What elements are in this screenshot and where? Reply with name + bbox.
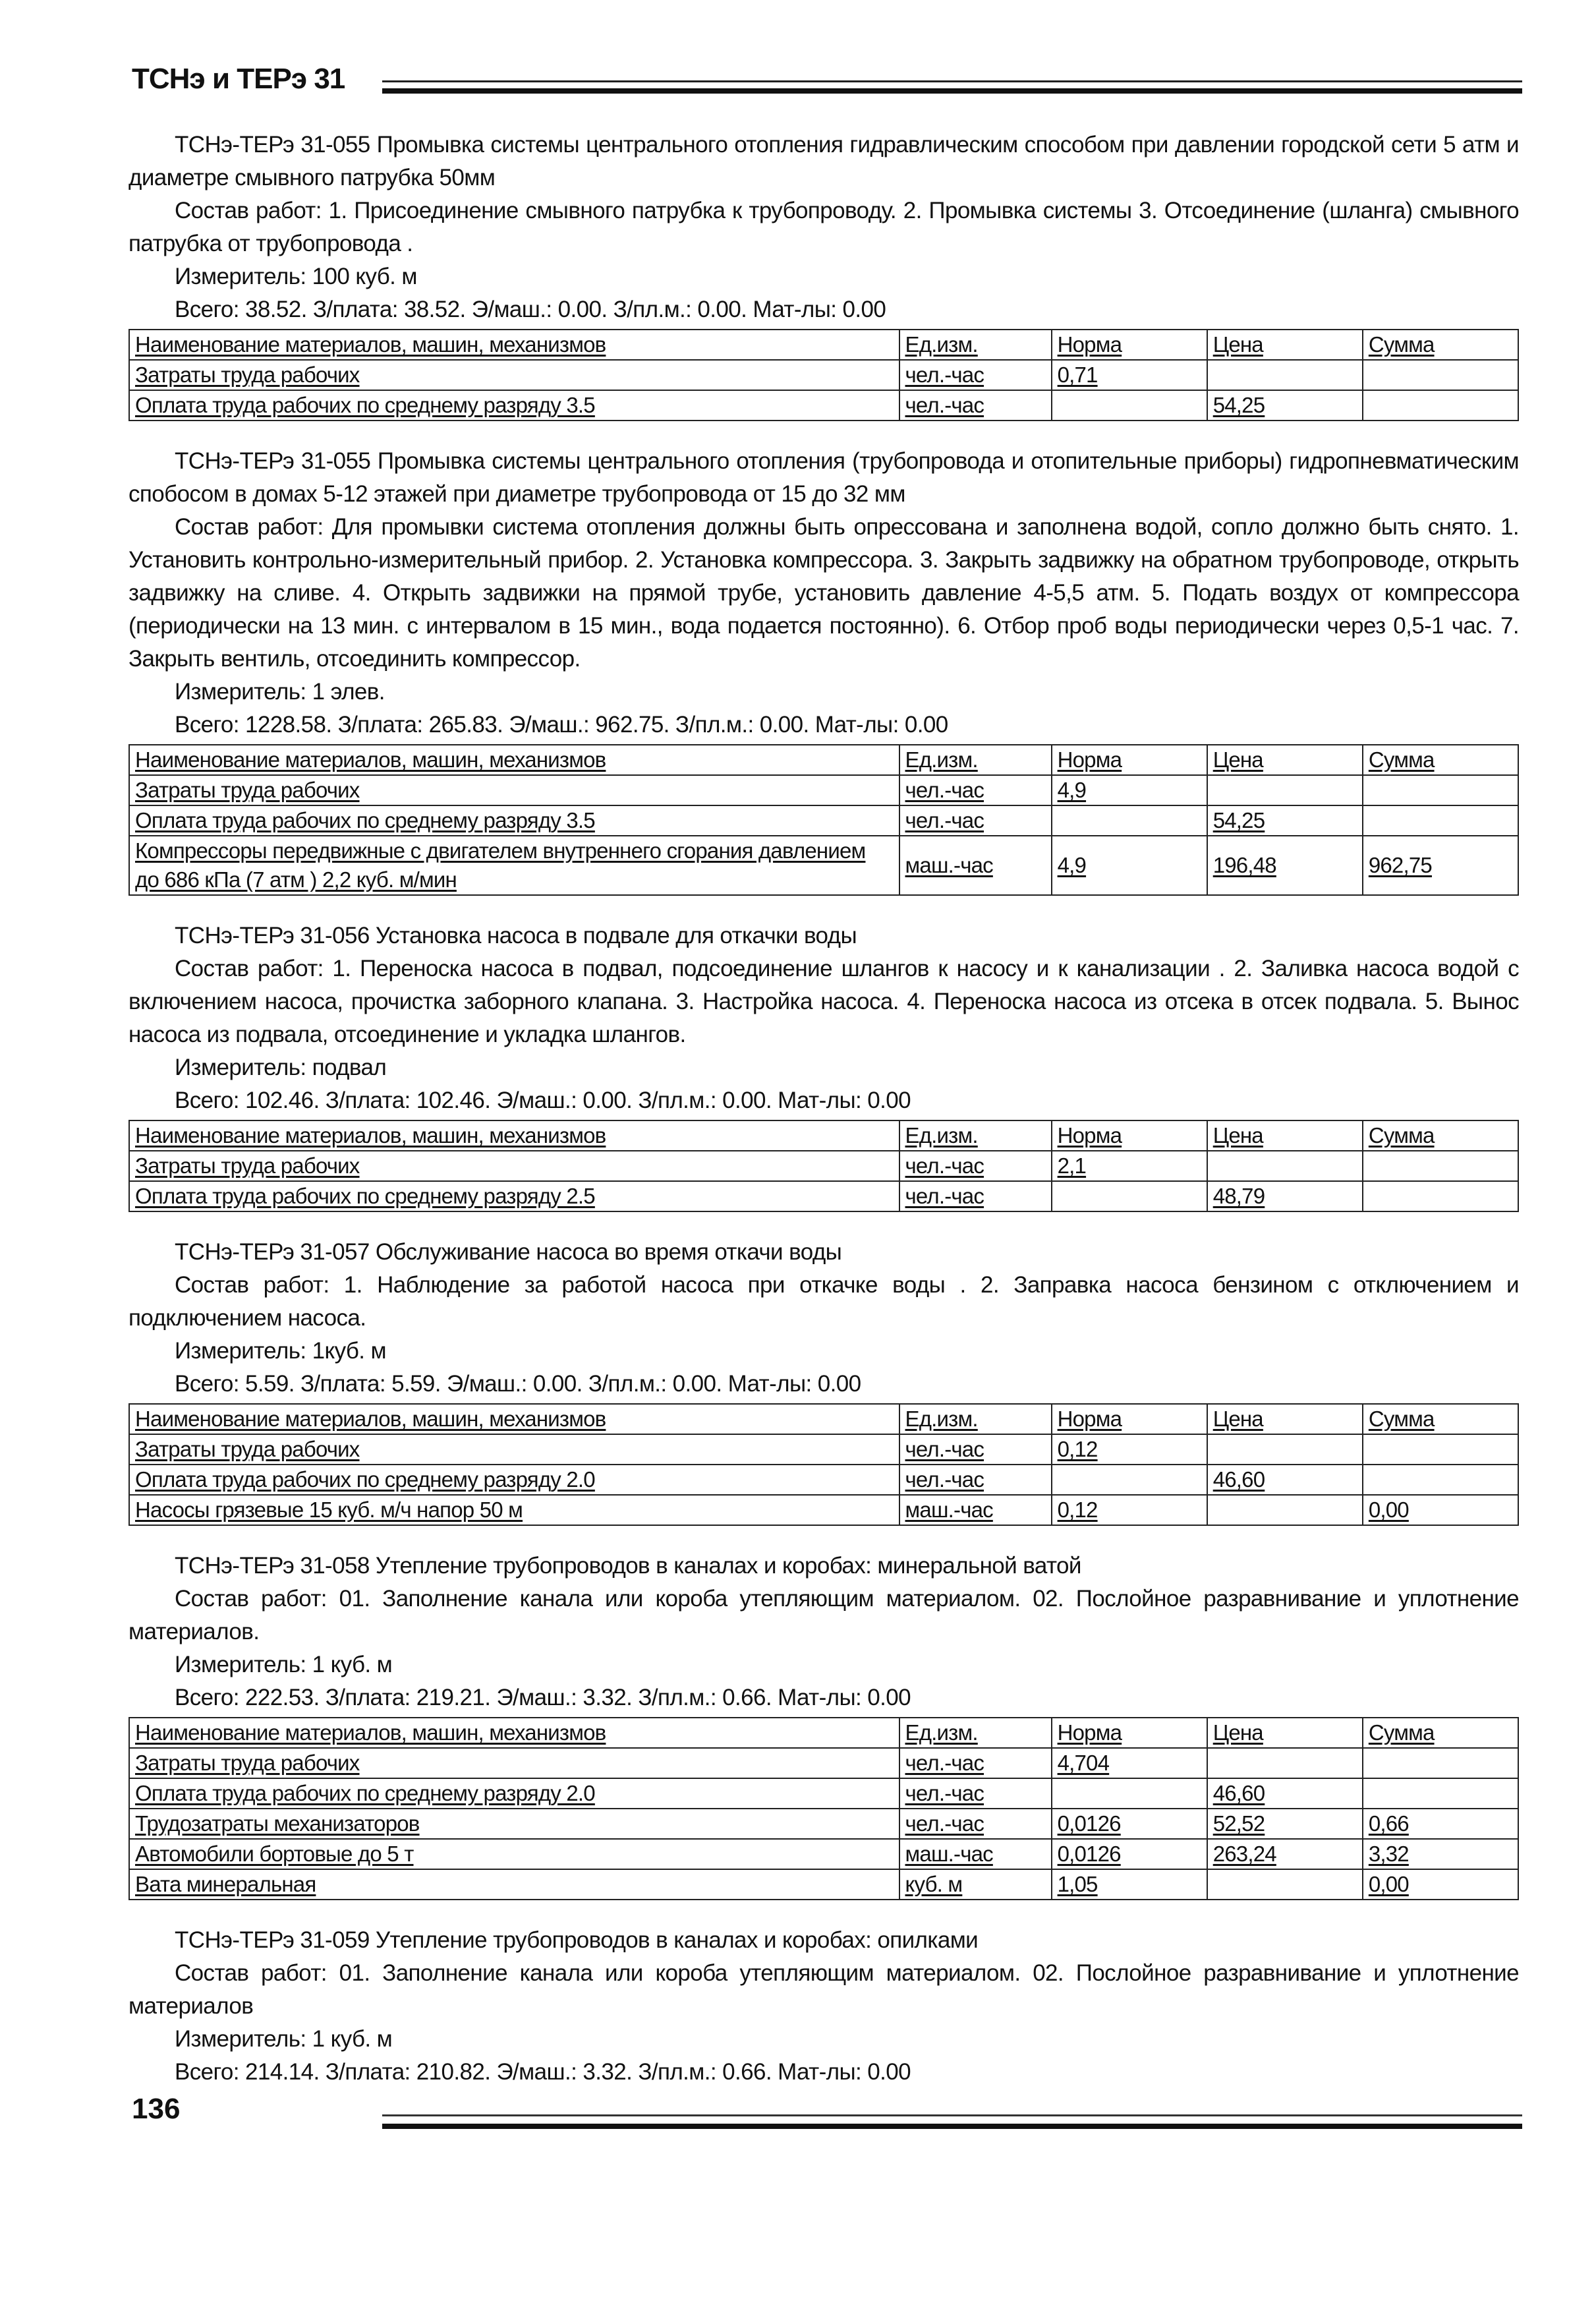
table-cell [1363,1748,1518,1778]
table-header-cell: Норма [1052,745,1207,775]
table-cell [1207,1869,1363,1900]
table-cell [1363,1151,1518,1181]
resources-table [128,329,1519,421]
table-cell: чел.-час [899,1181,1052,1211]
table-row [129,1151,1518,1181]
table-header-cell: Ед.изм. [899,330,1052,360]
work-description: Состав работ: 1. Присоединение смывного патрубка к трубопроводу. 2. Промывка системы 3. Отсоединение (шланга) смывного патрубка от трубопровода . [128,198,1519,256]
page-header [132,59,1522,105]
table-header-row [129,745,1518,775]
cost-totals: Всего: 102.46. З/плата: 102.46. Э/маш.: 0.00. З/пл.м.: 0.00. Мат-лы: 0.00 [175,1088,911,1113]
table-row [129,836,1518,895]
table-header-cell: Цена [1207,745,1363,775]
cost-totals: Всего: 1228.58. З/плата: 265.83. Э/маш.: 962.75. З/пл.м.: 0.00. Мат-лы: 0.00 [175,712,948,738]
table-cell: 0,66 [1363,1809,1518,1839]
table-row [129,1748,1518,1778]
resources-table [128,744,1519,896]
section-title: ТСНэ-ТЕРэ 31-055 Промывка системы центрального отопления гидравлическим способом при давлении городской сети 5 атм и диаметре смывного патрубка 50мм [128,132,1519,190]
table-cell: 0,00 [1363,1495,1518,1525]
table-header-cell: Цена [1207,1718,1363,1748]
table-cell: чел.-час [899,1434,1052,1465]
table-cell: чел.-час [899,1809,1052,1839]
table-cell: Автомобили бортовые до 5 т [129,1839,899,1869]
table-cell: Затраты труда рабочих [129,1151,899,1181]
table-cell: Оплата труда рабочих по среднему разряду 2.5 [129,1181,899,1211]
table-cell: 0,71 [1052,360,1207,390]
header-rule-thin [382,80,1522,82]
table-cell: 1,05 [1052,1869,1207,1900]
table-cell: Затраты труда рабочих [129,775,899,805]
table-header-cell: Сумма [1363,745,1518,775]
table-header-cell: Ед.изм. [899,1404,1052,1434]
page-footer [132,2089,1522,2142]
cost-totals: Всего: 214.14. З/плата: 210.82. Э/маш.: 3.32. З/пл.м.: 0.66. Мат-лы: 0.00 [175,2059,911,2085]
unit-of-measure: Измеритель: 1куб. м [175,1338,387,1364]
table-cell: 54,25 [1207,390,1363,421]
table-cell: чел.-час [899,805,1052,836]
table-header-cell: Наименование материалов, машин, механизмов [129,1404,899,1434]
cost-totals: Всего: 38.52. З/плата: 38.52. Э/маш.: 0.00. З/пл.м.: 0.00. Мат-лы: 0.00 [175,297,886,322]
section-title: ТСНэ-ТЕРэ 31-059 Утепление трубопроводов в каналах и коробах: опилками [175,1927,979,1953]
table-row [129,775,1518,805]
cost-totals: Всего: 5.59. З/плата: 5.59. Э/маш.: 0.00. З/пл.м.: 0.00. Мат-лы: 0.00 [175,1371,861,1397]
table-cell [1052,805,1207,836]
table-cell [1052,1465,1207,1495]
table-cell: 962,75 [1363,836,1518,895]
table-cell [1363,805,1518,836]
table-cell: Оплата труда рабочих по среднему разряду 3.5 [129,805,899,836]
section-title: ТСНэ-ТЕРэ 31-058 Утепление трубопроводов в каналах и коробах: минеральной ватой [175,1553,1081,1579]
table-cell: 4,9 [1052,836,1207,895]
table-cell: 54,25 [1207,805,1363,836]
table-cell [1363,1778,1518,1809]
table-header-cell: Цена [1207,1120,1363,1151]
table-cell: чел.-час [899,390,1052,421]
table-cell: 0,00 [1363,1869,1518,1900]
table-header-cell: Норма [1052,330,1207,360]
footer-rule-thin [382,2114,1522,2116]
work-description: Состав работ: 1. Переноска насоса в подвал, подсоединение шлангов к насосу и к канализации . 2. Заливка насоса водой с включением насоса, прочистка заборного клапана. 3. Настройка насоса. 4. Переноска насоса из отсека в отсек подвала. 5. Вынос насоса из подвала, отсоединение и укладка шлангов. [128,956,1519,1047]
table-cell [1207,360,1363,390]
rate-section [128,919,1519,1212]
table-cell: Вата минеральная [129,1869,899,1900]
table-header-cell: Наименование материалов, машин, механизмов [129,1120,899,1151]
table-cell: Оплата труда рабочих по среднему разряду 2.0 [129,1778,899,1809]
table-header-row [129,1718,1518,1748]
work-description: Состав работ: 1. Наблюдение за работой насоса при откачке воды . 2. Заправка насоса бензином с отключением и подключением насоса. [128,1272,1519,1331]
table-cell: Оплата труда рабочих по среднему разряду 2.0 [129,1465,899,1495]
resources-table [128,1120,1519,1212]
unit-of-measure: Измеритель: 1 куб. м [175,1652,393,1677]
table-header-cell: Сумма [1363,1404,1518,1434]
table-cell [1363,390,1518,421]
table-cell [1052,1181,1207,1211]
table-header-cell: Сумма [1363,1120,1518,1151]
table-cell: 263,24 [1207,1839,1363,1869]
table-cell: 0,12 [1052,1495,1207,1525]
table-header-cell: Сумма [1363,330,1518,360]
rate-section [128,1236,1519,1526]
unit-of-measure: Измеритель: 1 куб. м [175,2026,393,2052]
rate-section [128,445,1519,896]
table-cell: 0,12 [1052,1434,1207,1465]
rate-section [128,129,1519,421]
table-row [129,1495,1518,1525]
table-cell [1363,1465,1518,1495]
table-cell: Компрессоры передвижные с двигателем внутреннего сгорания давлением до 686 кПа (7 атм ) 2,2 куб. м/мин [129,836,899,895]
work-description: Состав работ: Для промывки система отопления должны быть опрессована и заполнена водой, сопло должно быть снято. 1. Установить контрольно-измерительный прибор. 2. Установка компрессора. 3. Закрыть задвижку на обратном трубопроводе, открыть задвижку на сливе. 4. Открыть задвижки на прямой трубе, установить давление 4-5,5 атм. 5. Подать воздух от компрессора (периодически на 13 мин. с интервалом в 15 мин., вода подается постоянно). 6. Отбор проб воды периодически через 0,5-1 час. 7. Закрыть вентиль, отсоединить компрессор. [128,514,1519,672]
table-cell: 3,32 [1363,1839,1518,1869]
table-row [129,805,1518,836]
section-title: ТСНэ-ТЕРэ 31-057 Обслуживание насоса во время откачи воды [175,1239,842,1265]
table-header-cell: Цена [1207,330,1363,360]
table-cell [1052,390,1207,421]
table-cell: чел.-час [899,1778,1052,1809]
work-description: Состав работ: 01. Заполнение канала или короба утепляющим материалом. 02. Послойное разравнивание и уплотнение материалов [128,1960,1519,2019]
cost-totals: Всего: 222.53. З/плата: 219.21. Э/маш.: 3.32. З/пл.м.: 0.66. Мат-лы: 0.00 [175,1685,911,1710]
table-cell: 2,1 [1052,1151,1207,1181]
work-description: Состав работ: 01. Заполнение канала или короба утепляющим материалом. 02. Послойное разравнивание и уплотнение материалов. [128,1586,1519,1644]
section-title: ТСНэ-ТЕРэ 31-055 Промывка системы центрального отопления (трубопровода и отопительные приборы) гидропневматическим спобосом в домах 5-12 этажей при диаметре трубопровода от 15 до 32 мм [128,448,1519,507]
table-header-cell: Норма [1052,1120,1207,1151]
table-cell: чел.-час [899,775,1052,805]
table-cell: маш.-час [899,1839,1052,1869]
table-header-cell: Цена [1207,1404,1363,1434]
unit-of-measure: Измеритель: 100 куб. м [175,264,417,289]
table-header-cell: Наименование материалов, машин, механизмов [129,745,899,775]
table-header-cell: Норма [1052,1404,1207,1434]
table-cell [1052,1778,1207,1809]
table-row [129,1465,1518,1495]
table-cell [1363,1181,1518,1211]
table-cell: маш.-час [899,1495,1052,1525]
header-title: ТСНэ и ТЕРэ 31 [132,63,345,95]
table-cell: чел.-час [899,1465,1052,1495]
table-cell: 0,0126 [1052,1839,1207,1869]
table-row [129,390,1518,421]
table-cell: Затраты труда рабочих [129,1748,899,1778]
table-cell: чел.-час [899,1748,1052,1778]
rate-section [128,1924,1519,2089]
table-header-cell: Наименование материалов, машин, механизмов [129,330,899,360]
table-header-row [129,1404,1518,1434]
table-cell: чел.-час [899,360,1052,390]
table-cell [1207,1151,1363,1181]
table-header-cell: Наименование материалов, машин, механизмов [129,1718,899,1748]
table-cell [1207,1748,1363,1778]
rate-section [128,1550,1519,1900]
section-title: ТСНэ-ТЕРэ 31-056 Установка насоса в подвале для откачки воды [175,923,857,948]
table-cell: 48,79 [1207,1181,1363,1211]
table-row [129,1181,1518,1211]
table-header-row [129,1120,1518,1151]
page-number: 136 [132,2093,181,2125]
table-cell: 52,52 [1207,1809,1363,1839]
table-row [129,1839,1518,1869]
unit-of-measure: Измеритель: подвал [175,1055,387,1080]
table-cell: Оплата труда рабочих по среднему разряду 3.5 [129,390,899,421]
table-header-cell: Сумма [1363,1718,1518,1748]
table-cell: 196,48 [1207,836,1363,895]
table-cell: Трудозатраты механизаторов [129,1809,899,1839]
table-header-cell: Норма [1052,1718,1207,1748]
table-cell: Затраты труда рабочих [129,1434,899,1465]
table-row [129,1434,1518,1465]
table-cell: 46,60 [1207,1778,1363,1809]
table-row [129,1778,1518,1809]
resources-table [128,1717,1519,1900]
table-cell: 4,704 [1052,1748,1207,1778]
table-cell: 0,0126 [1052,1809,1207,1839]
unit-of-measure: Измеритель: 1 элев. [175,679,385,705]
table-header-cell: Ед.изм. [899,1120,1052,1151]
table-cell [1363,1434,1518,1465]
resources-table [128,1403,1519,1526]
table-cell [1207,775,1363,805]
table-header-cell: Ед.изм. [899,745,1052,775]
table-header-row [129,330,1518,360]
table-cell: куб. м [899,1869,1052,1900]
table-header-cell: Ед.изм. [899,1718,1052,1748]
table-cell: чел.-час [899,1151,1052,1181]
table-cell: Насосы грязевые 15 куб. м/ч напор 50 м [129,1495,899,1525]
document-content [128,129,1519,2112]
table-cell: Затраты труда рабочих [129,360,899,390]
table-cell [1207,1495,1363,1525]
table-cell [1363,775,1518,805]
table-cell: 4,9 [1052,775,1207,805]
table-row [129,360,1518,390]
table-cell [1363,360,1518,390]
table-cell: маш.-час [899,836,1052,895]
footer-rule-thick [382,2124,1522,2129]
table-cell: 46,60 [1207,1465,1363,1495]
table-row [129,1869,1518,1900]
header-rule-thick [382,88,1522,94]
table-cell [1207,1434,1363,1465]
table-row [129,1809,1518,1839]
